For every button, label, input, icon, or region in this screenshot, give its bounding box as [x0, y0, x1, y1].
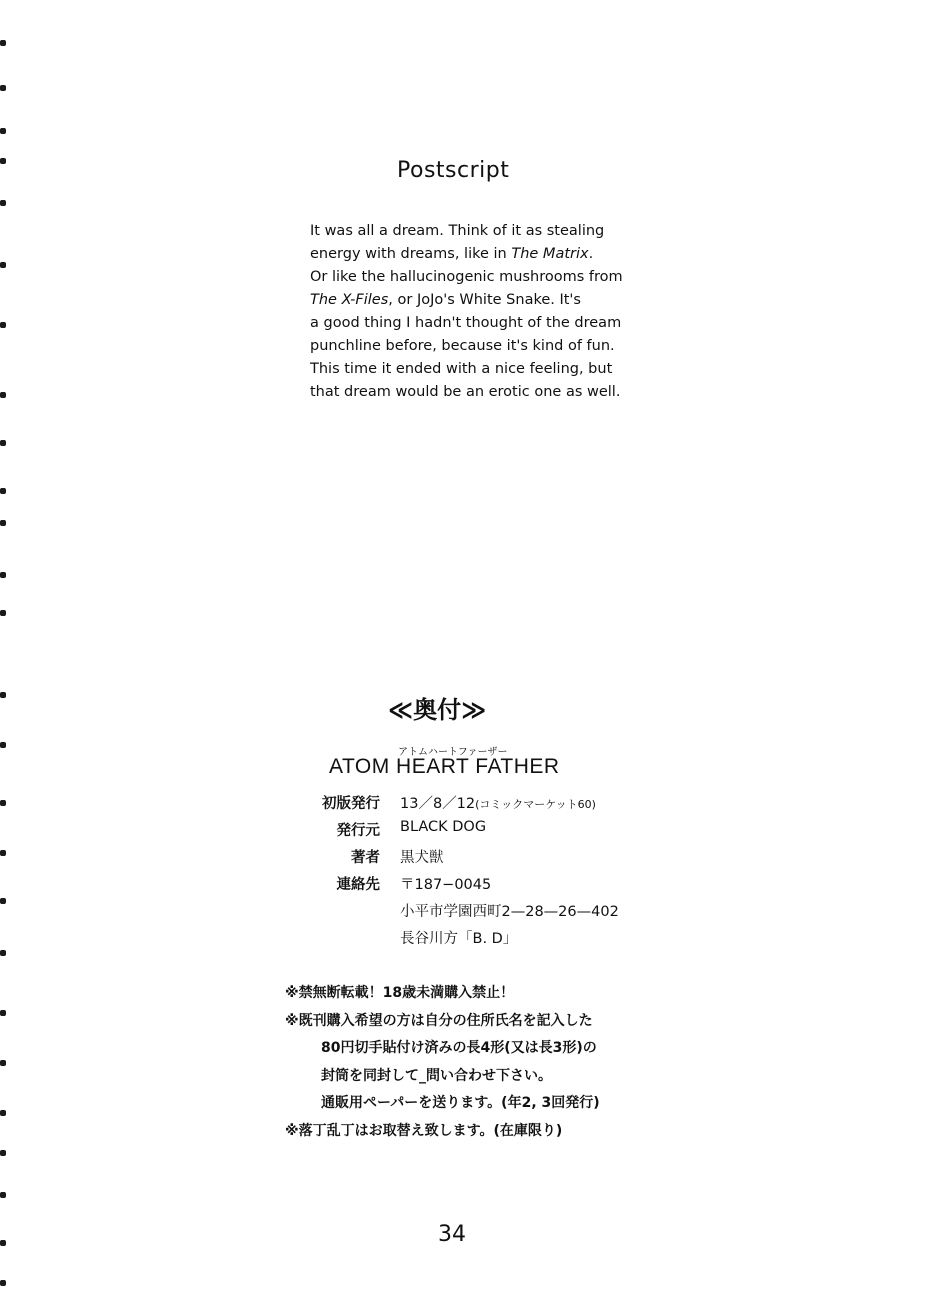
info-label: 連絡先 — [336, 877, 380, 893]
title-reference: The Matrix — [511, 246, 589, 262]
info-value: 〒187−0045 — [400, 877, 492, 893]
note-line: 80円切手貼付け済みの長4形(又は長3形)の — [321, 1040, 597, 1056]
note-line: 通販用ペーパーを送ります。(年2, 3回発行) — [321, 1095, 600, 1111]
story-line: Or like the hallucinogenic mushrooms from — [310, 269, 623, 285]
info-label: 初版発行 — [322, 796, 380, 812]
title-reference: The X-Files — [310, 292, 389, 308]
story-line: a good thing I hadn't thought of the dream — [310, 315, 622, 331]
story-line: The X-Files, or JoJo's White Snake. It's — [310, 292, 581, 308]
story-line: that dream would be an erotic one as well. — [310, 384, 621, 400]
story-line: It was all a dream. Think of it as stealing — [310, 223, 605, 239]
info-note: (コミックマーケット60) — [475, 798, 596, 811]
work-title: ATOM HEART FATHER — [329, 755, 560, 778]
info-value: 小平市学園西町2—28—26—402 — [400, 904, 619, 920]
notes-block — [285, 982, 600, 1147]
note-line: 封筒を同封して_問い合わせ下さい。 — [321, 1067, 552, 1084]
binding-edge — [0, 0, 12, 1304]
colophon-heading: ≪奥付≫ — [388, 696, 487, 724]
info-label: 著者 — [351, 850, 380, 866]
story-line: This time it ended with a nice feeling, but — [310, 361, 613, 377]
info-value: 13／8／12(コミックマーケット60) — [400, 796, 596, 812]
info-value: 長谷川方「B. D」 — [400, 931, 518, 947]
note-line: ※落丁乱丁はお取替え致します。(在庫限り) — [285, 1122, 563, 1139]
note-line: ※既刊購入希望の方は自分の住所氏名を記入した — [285, 1012, 593, 1029]
story-line: punchline before, because it's kind of fun. — [310, 338, 615, 354]
info-value: BLACK DOG — [400, 819, 487, 835]
info-label: 発行元 — [336, 823, 380, 839]
info-value: 黒犬獣 — [400, 850, 444, 866]
page-number: 34 — [438, 1222, 466, 1247]
postscript-title: Postscript — [397, 158, 510, 183]
story-line: energy with dreams, like in The Matrix. — [310, 246, 594, 262]
note-line: ※禁無断転載！18歳未満購入禁止！ — [285, 985, 515, 1001]
postscript-body — [310, 220, 640, 404]
title-ruby: アトムハートファーザー — [398, 747, 508, 758]
